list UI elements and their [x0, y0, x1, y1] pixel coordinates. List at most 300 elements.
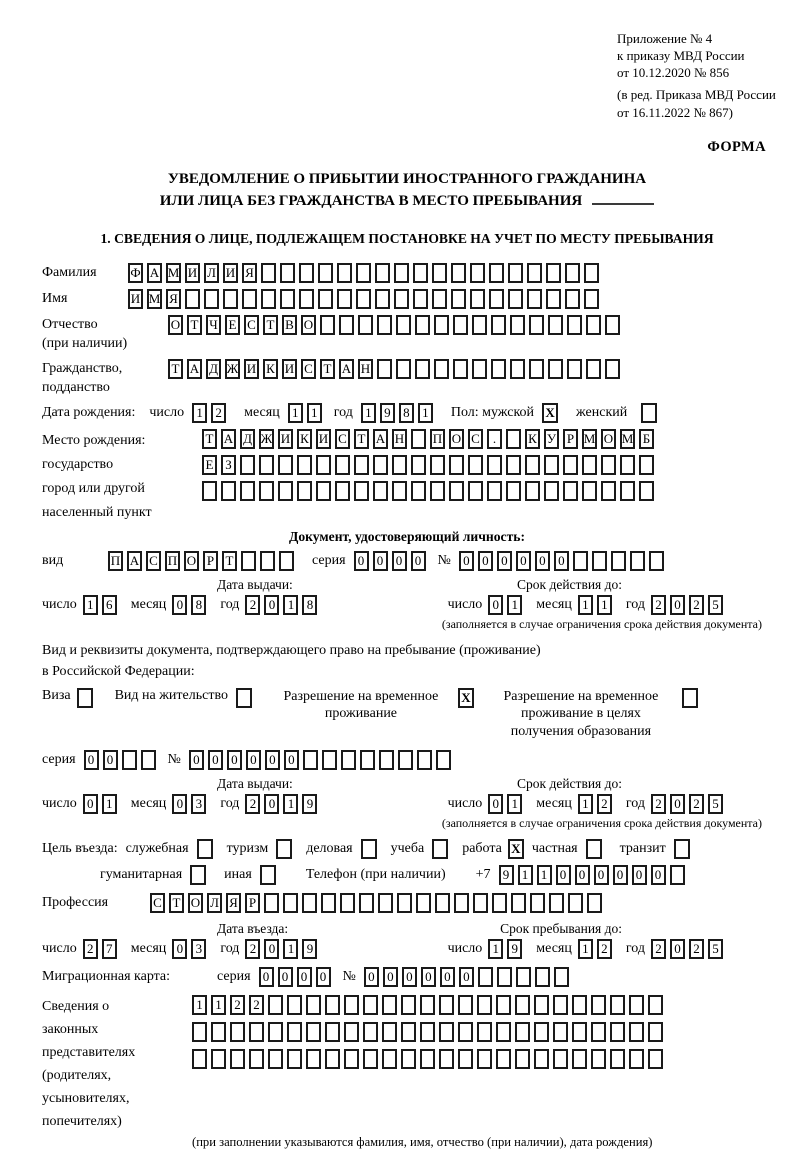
- char-cell[interactable]: 0: [383, 967, 398, 987]
- purpose-tourism-checkbox[interactable]: [276, 839, 292, 859]
- char-cell[interactable]: П: [430, 429, 445, 449]
- char-cell[interactable]: [394, 289, 409, 309]
- char-cell[interactable]: [582, 455, 597, 475]
- char-cell[interactable]: 2: [689, 939, 704, 959]
- char-cell[interactable]: [468, 481, 483, 501]
- char-cell[interactable]: Т: [263, 315, 278, 335]
- purpose-study-checkbox[interactable]: [432, 839, 448, 859]
- char-cell[interactable]: О: [301, 315, 316, 335]
- birth-year-input[interactable]: [361, 403, 437, 423]
- char-cell[interactable]: 8: [302, 595, 317, 615]
- char-cell[interactable]: [506, 481, 521, 501]
- char-cell[interactable]: [287, 1049, 302, 1069]
- char-cell[interactable]: [363, 1022, 378, 1042]
- char-cell[interactable]: 2: [651, 939, 666, 959]
- char-cell[interactable]: 5: [708, 794, 723, 814]
- char-cell[interactable]: [430, 455, 445, 475]
- char-cell[interactable]: [337, 263, 352, 283]
- entry-month[interactable]: [172, 939, 210, 959]
- char-cell[interactable]: Д: [206, 359, 221, 379]
- char-cell[interactable]: 2: [689, 595, 704, 615]
- char-cell[interactable]: 0: [284, 750, 299, 770]
- residence-number-input[interactable]: [189, 750, 455, 770]
- char-cell[interactable]: 0: [411, 551, 426, 571]
- purpose-official-checkbox[interactable]: [197, 839, 213, 859]
- char-cell[interactable]: З: [221, 455, 236, 475]
- sex-female-checkbox[interactable]: [641, 403, 657, 423]
- char-cell[interactable]: 1: [418, 403, 433, 423]
- char-cell[interactable]: Р: [245, 893, 260, 913]
- char-cell[interactable]: С: [301, 359, 316, 379]
- char-cell[interactable]: [468, 455, 483, 475]
- char-cell[interactable]: [401, 1022, 416, 1042]
- char-cell[interactable]: [649, 551, 664, 571]
- char-cell[interactable]: [249, 1022, 264, 1042]
- char-cell[interactable]: Р: [563, 429, 578, 449]
- char-cell[interactable]: [415, 315, 430, 335]
- char-cell[interactable]: [629, 995, 644, 1015]
- char-cell[interactable]: [534, 995, 549, 1015]
- char-cell[interactable]: А: [127, 551, 142, 571]
- char-cell[interactable]: [544, 481, 559, 501]
- char-cell[interactable]: Ф: [128, 263, 143, 283]
- char-cell[interactable]: 5: [708, 595, 723, 615]
- char-cell[interactable]: У: [544, 429, 559, 449]
- char-cell[interactable]: [202, 481, 217, 501]
- char-cell[interactable]: [303, 750, 318, 770]
- residence-series-input[interactable]: [84, 750, 160, 770]
- char-cell[interactable]: 0: [259, 967, 274, 987]
- char-cell[interactable]: И: [244, 359, 259, 379]
- char-cell[interactable]: [375, 289, 390, 309]
- purpose-work-checkbox[interactable]: X: [508, 839, 524, 859]
- char-cell[interactable]: [230, 1022, 245, 1042]
- char-cell[interactable]: [630, 551, 645, 571]
- char-cell[interactable]: [611, 551, 626, 571]
- char-cell[interactable]: [572, 1049, 587, 1069]
- char-cell[interactable]: [546, 289, 561, 309]
- char-cell[interactable]: [610, 995, 625, 1015]
- char-cell[interactable]: [610, 1022, 625, 1042]
- char-cell[interactable]: Н: [358, 359, 373, 379]
- char-cell[interactable]: [318, 263, 333, 283]
- char-cell[interactable]: [432, 289, 447, 309]
- char-cell[interactable]: [553, 1049, 568, 1069]
- char-cell[interactable]: [629, 1022, 644, 1042]
- char-cell[interactable]: [573, 551, 588, 571]
- char-cell[interactable]: [335, 481, 350, 501]
- char-cell[interactable]: [491, 315, 506, 335]
- entry-day[interactable]: [83, 939, 121, 959]
- migration-number-input[interactable]: [364, 967, 573, 987]
- char-cell[interactable]: 0: [488, 794, 503, 814]
- char-cell[interactable]: [377, 359, 392, 379]
- purpose-humanitarian-checkbox[interactable]: [190, 865, 206, 885]
- char-cell[interactable]: [548, 359, 563, 379]
- char-cell[interactable]: [321, 893, 336, 913]
- char-cell[interactable]: Е: [202, 455, 217, 475]
- char-cell[interactable]: 9: [302, 939, 317, 959]
- char-cell[interactable]: 0: [670, 939, 685, 959]
- char-cell[interactable]: 7: [102, 939, 117, 959]
- char-cell[interactable]: 0: [84, 750, 99, 770]
- char-cell[interactable]: О: [449, 429, 464, 449]
- char-cell[interactable]: [411, 481, 426, 501]
- char-cell[interactable]: [278, 455, 293, 475]
- char-cell[interactable]: [434, 315, 449, 335]
- char-cell[interactable]: П: [165, 551, 180, 571]
- char-cell[interactable]: К: [525, 429, 540, 449]
- char-cell[interactable]: [325, 1049, 340, 1069]
- char-cell[interactable]: [359, 893, 374, 913]
- char-cell[interactable]: 0: [440, 967, 455, 987]
- guardians-input-row2[interactable]: [192, 1022, 667, 1042]
- char-cell[interactable]: [591, 1022, 606, 1042]
- purpose-transit-checkbox[interactable]: [674, 839, 690, 859]
- char-cell[interactable]: [639, 455, 654, 475]
- purpose-other-checkbox[interactable]: [260, 865, 276, 885]
- char-cell[interactable]: [458, 1022, 473, 1042]
- char-cell[interactable]: [515, 995, 530, 1015]
- char-cell[interactable]: 2: [597, 794, 612, 814]
- doc-type-input[interactable]: [108, 551, 298, 571]
- char-cell[interactable]: [487, 455, 502, 475]
- char-cell[interactable]: [297, 481, 312, 501]
- char-cell[interactable]: [491, 359, 506, 379]
- char-cell[interactable]: [337, 289, 352, 309]
- residence-issue-year[interactable]: [245, 794, 321, 814]
- char-cell[interactable]: [610, 1049, 625, 1069]
- char-cell[interactable]: [458, 1049, 473, 1069]
- birthplace-input-row1[interactable]: [202, 429, 658, 449]
- char-cell[interactable]: [439, 995, 454, 1015]
- char-cell[interactable]: [472, 315, 487, 335]
- char-cell[interactable]: [223, 289, 238, 309]
- char-cell[interactable]: 2: [245, 939, 260, 959]
- char-cell[interactable]: 0: [594, 865, 609, 885]
- char-cell[interactable]: 9: [302, 794, 317, 814]
- char-cell[interactable]: 0: [516, 551, 531, 571]
- char-cell[interactable]: [544, 455, 559, 475]
- doc-number-input[interactable]: [459, 551, 668, 571]
- char-cell[interactable]: [316, 481, 331, 501]
- char-cell[interactable]: Б: [639, 429, 654, 449]
- doc-issue-year[interactable]: [245, 595, 321, 615]
- char-cell[interactable]: 0: [459, 967, 474, 987]
- char-cell[interactable]: [506, 455, 521, 475]
- stay-day[interactable]: [488, 939, 526, 959]
- char-cell[interactable]: 1: [283, 939, 298, 959]
- char-cell[interactable]: [279, 551, 294, 571]
- char-cell[interactable]: [553, 995, 568, 1015]
- char-cell[interactable]: 0: [651, 865, 666, 885]
- char-cell[interactable]: 1: [597, 595, 612, 615]
- char-cell[interactable]: [230, 1049, 245, 1069]
- char-cell[interactable]: [356, 289, 371, 309]
- char-cell[interactable]: [629, 1049, 644, 1069]
- char-cell[interactable]: 6: [102, 595, 117, 615]
- char-cell[interactable]: [185, 289, 200, 309]
- char-cell[interactable]: [394, 263, 409, 283]
- char-cell[interactable]: [648, 1022, 663, 1042]
- char-cell[interactable]: [592, 551, 607, 571]
- char-cell[interactable]: [620, 481, 635, 501]
- char-cell[interactable]: Я: [166, 289, 181, 309]
- char-cell[interactable]: [192, 1049, 207, 1069]
- char-cell[interactable]: 1: [578, 794, 593, 814]
- char-cell[interactable]: [373, 455, 388, 475]
- char-cell[interactable]: И: [128, 289, 143, 309]
- char-cell[interactable]: А: [373, 429, 388, 449]
- char-cell[interactable]: Т: [222, 551, 237, 571]
- char-cell[interactable]: [473, 893, 488, 913]
- char-cell[interactable]: 0: [265, 750, 280, 770]
- char-cell[interactable]: [335, 455, 350, 475]
- char-cell[interactable]: [605, 315, 620, 335]
- char-cell[interactable]: [358, 315, 373, 335]
- residence-issue-month[interactable]: [172, 794, 210, 814]
- char-cell[interactable]: [411, 429, 426, 449]
- char-cell[interactable]: О: [184, 551, 199, 571]
- char-cell[interactable]: 1: [507, 595, 522, 615]
- char-cell[interactable]: К: [263, 359, 278, 379]
- residence-valid-month[interactable]: [578, 794, 616, 814]
- char-cell[interactable]: [316, 455, 331, 475]
- char-cell[interactable]: [451, 289, 466, 309]
- char-cell[interactable]: [354, 481, 369, 501]
- char-cell[interactable]: [264, 893, 279, 913]
- char-cell[interactable]: И: [282, 359, 297, 379]
- char-cell[interactable]: [211, 1049, 226, 1069]
- char-cell[interactable]: [242, 289, 257, 309]
- char-cell[interactable]: [396, 315, 411, 335]
- char-cell[interactable]: [508, 263, 523, 283]
- char-cell[interactable]: И: [223, 263, 238, 283]
- char-cell[interactable]: Т: [168, 359, 183, 379]
- char-cell[interactable]: [341, 750, 356, 770]
- char-cell[interactable]: [306, 1049, 321, 1069]
- char-cell[interactable]: 0: [264, 794, 279, 814]
- char-cell[interactable]: 1: [192, 995, 207, 1015]
- char-cell[interactable]: [434, 359, 449, 379]
- char-cell[interactable]: [530, 893, 545, 913]
- char-cell[interactable]: [489, 289, 504, 309]
- doc-issue-month[interactable]: [172, 595, 210, 615]
- char-cell[interactable]: [525, 455, 540, 475]
- char-cell[interactable]: [306, 1022, 321, 1042]
- char-cell[interactable]: Ж: [259, 429, 274, 449]
- char-cell[interactable]: [496, 1049, 511, 1069]
- char-cell[interactable]: 1: [507, 794, 522, 814]
- char-cell[interactable]: И: [316, 429, 331, 449]
- char-cell[interactable]: 0: [264, 939, 279, 959]
- char-cell[interactable]: [477, 1022, 492, 1042]
- char-cell[interactable]: [354, 455, 369, 475]
- char-cell[interactable]: С: [146, 551, 161, 571]
- char-cell[interactable]: Я: [242, 263, 257, 283]
- char-cell[interactable]: 0: [208, 750, 223, 770]
- char-cell[interactable]: [487, 481, 502, 501]
- char-cell[interactable]: [525, 481, 540, 501]
- char-cell[interactable]: [325, 995, 340, 1015]
- char-cell[interactable]: 2: [651, 794, 666, 814]
- patronymic-input[interactable]: [168, 315, 624, 335]
- char-cell[interactable]: [534, 1022, 549, 1042]
- char-cell[interactable]: [454, 893, 469, 913]
- guardians-input-row3[interactable]: [192, 1049, 667, 1069]
- char-cell[interactable]: [261, 289, 276, 309]
- char-cell[interactable]: [299, 263, 314, 283]
- char-cell[interactable]: [287, 1022, 302, 1042]
- char-cell[interactable]: Л: [204, 263, 219, 283]
- char-cell[interactable]: [534, 1049, 549, 1069]
- char-cell[interactable]: 2: [230, 995, 245, 1015]
- char-cell[interactable]: [398, 750, 413, 770]
- char-cell[interactable]: [515, 1049, 530, 1069]
- char-cell[interactable]: О: [188, 893, 203, 913]
- char-cell[interactable]: [591, 995, 606, 1015]
- char-cell[interactable]: 0: [364, 967, 379, 987]
- char-cell[interactable]: [141, 750, 156, 770]
- char-cell[interactable]: [221, 481, 236, 501]
- char-cell[interactable]: [492, 893, 507, 913]
- char-cell[interactable]: [670, 865, 685, 885]
- char-cell[interactable]: 0: [478, 551, 493, 571]
- char-cell[interactable]: [548, 315, 563, 335]
- char-cell[interactable]: [268, 1049, 283, 1069]
- char-cell[interactable]: 0: [670, 595, 685, 615]
- char-cell[interactable]: А: [187, 359, 202, 379]
- char-cell[interactable]: [477, 995, 492, 1015]
- char-cell[interactable]: [411, 455, 426, 475]
- char-cell[interactable]: 0: [297, 967, 312, 987]
- char-cell[interactable]: [506, 429, 521, 449]
- char-cell[interactable]: [413, 263, 428, 283]
- char-cell[interactable]: 0: [373, 551, 388, 571]
- char-cell[interactable]: Ч: [206, 315, 221, 335]
- char-cell[interactable]: [554, 967, 569, 987]
- char-cell[interactable]: [401, 995, 416, 1015]
- char-cell[interactable]: И: [278, 429, 293, 449]
- char-cell[interactable]: [453, 359, 468, 379]
- purpose-private-checkbox[interactable]: [586, 839, 602, 859]
- char-cell[interactable]: 0: [83, 794, 98, 814]
- char-cell[interactable]: 0: [172, 595, 187, 615]
- char-cell[interactable]: [527, 263, 542, 283]
- char-cell[interactable]: 0: [488, 595, 503, 615]
- residence-valid-day[interactable]: [488, 794, 526, 814]
- stay-month[interactable]: [578, 939, 616, 959]
- char-cell[interactable]: Т: [202, 429, 217, 449]
- char-cell[interactable]: 2: [245, 595, 260, 615]
- char-cell[interactable]: 9: [380, 403, 395, 423]
- sex-male-checkbox[interactable]: X: [542, 403, 558, 423]
- char-cell[interactable]: [382, 1022, 397, 1042]
- char-cell[interactable]: [496, 995, 511, 1015]
- char-cell[interactable]: 0: [316, 967, 331, 987]
- char-cell[interactable]: 2: [249, 995, 264, 1015]
- char-cell[interactable]: [563, 481, 578, 501]
- char-cell[interactable]: Е: [225, 315, 240, 335]
- char-cell[interactable]: 0: [632, 865, 647, 885]
- char-cell[interactable]: [430, 481, 445, 501]
- char-cell[interactable]: [363, 995, 378, 1015]
- char-cell[interactable]: 0: [354, 551, 369, 571]
- char-cell[interactable]: [508, 289, 523, 309]
- char-cell[interactable]: [260, 551, 275, 571]
- char-cell[interactable]: [451, 263, 466, 283]
- char-cell[interactable]: [261, 263, 276, 283]
- char-cell[interactable]: [420, 1022, 435, 1042]
- char-cell[interactable]: [563, 455, 578, 475]
- char-cell[interactable]: [549, 893, 564, 913]
- char-cell[interactable]: [470, 289, 485, 309]
- doc-issue-day[interactable]: [83, 595, 121, 615]
- char-cell[interactable]: [375, 263, 390, 283]
- char-cell[interactable]: [204, 289, 219, 309]
- char-cell[interactable]: [553, 1022, 568, 1042]
- char-cell[interactable]: 3: [191, 939, 206, 959]
- char-cell[interactable]: 0: [172, 939, 187, 959]
- char-cell[interactable]: [420, 995, 435, 1015]
- char-cell[interactable]: [278, 481, 293, 501]
- char-cell[interactable]: [584, 263, 599, 283]
- char-cell[interactable]: [639, 481, 654, 501]
- char-cell[interactable]: [546, 263, 561, 283]
- char-cell[interactable]: [449, 481, 464, 501]
- char-cell[interactable]: [377, 315, 392, 335]
- char-cell[interactable]: [420, 1049, 435, 1069]
- stay-year[interactable]: [651, 939, 727, 959]
- char-cell[interactable]: [122, 750, 137, 770]
- char-cell[interactable]: Н: [392, 429, 407, 449]
- char-cell[interactable]: [432, 263, 447, 283]
- char-cell[interactable]: [591, 1049, 606, 1069]
- entry-year[interactable]: [245, 939, 321, 959]
- temp-permit-checkbox[interactable]: X: [458, 688, 474, 708]
- char-cell[interactable]: М: [620, 429, 635, 449]
- char-cell[interactable]: [397, 893, 412, 913]
- char-cell[interactable]: [259, 481, 274, 501]
- char-cell[interactable]: М: [147, 289, 162, 309]
- char-cell[interactable]: О: [601, 429, 616, 449]
- char-cell[interactable]: [601, 481, 616, 501]
- char-cell[interactable]: 9: [507, 939, 522, 959]
- birth-month-input[interactable]: [288, 403, 326, 423]
- char-cell[interactable]: Я: [226, 893, 241, 913]
- char-cell[interactable]: [392, 455, 407, 475]
- char-cell[interactable]: А: [339, 359, 354, 379]
- char-cell[interactable]: [567, 315, 582, 335]
- char-cell[interactable]: 0: [459, 551, 474, 571]
- char-cell[interactable]: 1: [578, 595, 593, 615]
- char-cell[interactable]: [435, 893, 450, 913]
- char-cell[interactable]: К: [297, 429, 312, 449]
- char-cell[interactable]: [249, 1049, 264, 1069]
- doc-valid-month[interactable]: [578, 595, 616, 615]
- char-cell[interactable]: 2: [83, 939, 98, 959]
- char-cell[interactable]: [363, 1049, 378, 1069]
- char-cell[interactable]: 1: [518, 865, 533, 885]
- char-cell[interactable]: [527, 289, 542, 309]
- char-cell[interactable]: 0: [670, 794, 685, 814]
- char-cell[interactable]: [415, 359, 430, 379]
- char-cell[interactable]: 0: [246, 750, 261, 770]
- char-cell[interactable]: [413, 289, 428, 309]
- char-cell[interactable]: [306, 995, 321, 1015]
- char-cell[interactable]: С: [244, 315, 259, 335]
- char-cell[interactable]: [470, 263, 485, 283]
